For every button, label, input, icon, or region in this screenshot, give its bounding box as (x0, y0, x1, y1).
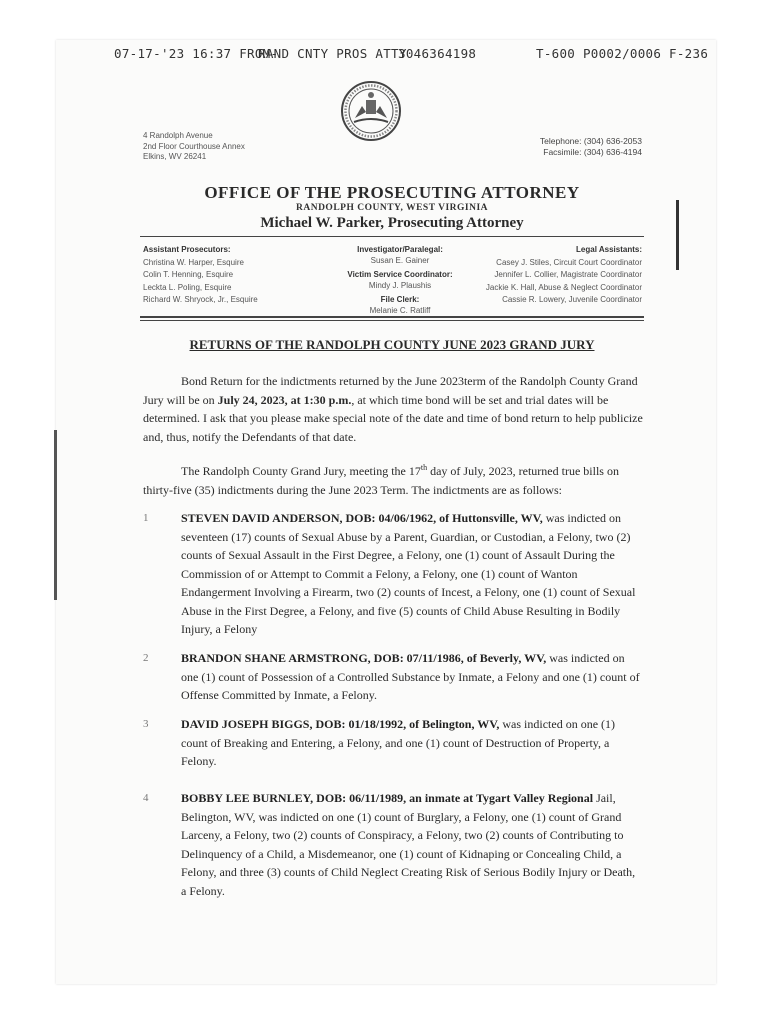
indictment-item: 2 BRANDON SHANE ARMSTRONG, DOB: 07/11/1986, of Beverly, WV, was indicted on one (1) count of Possession of a Controlled Substance by Inmate, a Felony and one (1) count of Offense Committed by Inmate, a Felony. (143, 651, 640, 702)
item-number: 4 (143, 792, 149, 804)
legal-assistants: Legal Assistants: Casey J. Stiles, Circuit Court Coordinator Jennifer L. Collier, Magistrate Coordinator Jackie K. Hall, Abuse & Neglect Coordinator Cassie R. Lowery, Juvenile Coordinator (485, 245, 642, 304)
staff-center-column: Investigator/Paralegal: Susan E. Gainer Victim Service Coordinator: Mindy J. Plaushis File Clerk: Melanie C. Ratliff (347, 245, 453, 315)
item-number: 1 (143, 512, 149, 524)
telephone: Telephone: (304) 636-2053 (539, 136, 642, 146)
prosecuting-attorney-name: Michael W. Parker, Prosecuting Attorney (260, 215, 524, 231)
divider (140, 320, 644, 321)
indictment-item: 3 DAVID JOSEPH BIGGS, DOB: 01/18/1992, of Belington, WV, was indicted on one (1) count of Breaking and Entering, a Felony, and one (1) count of Destruction of Property, a Felony. (143, 717, 616, 768)
indictment-item: 1 STEVEN DAVID ANDERSON, DOB: 04/06/1962, of Huttonsville, WV, was indicted on seventeen (17) counts of Sexual Abuse by a Parent, Guardian, or Custodian, a Felony, two (2) counts of Sexual Assault in the First Degree, a Felony, one (1) count of Assault During the Commission of or Attempt to Commit a Felony, a Felony, one (1) count of Wanton Endangerment Involving a Firearm, two (2) counts of Incest, a Felony, one (1) count of Sexual Abuse in the First Degree, a Felony, and five (5) counts of Child Abuse Resulting in Bodily Injury, a Felony (143, 511, 636, 636)
fax-header-sender: RAND CNTY PROS ATTY (258, 46, 407, 61)
fax-header-number: 3046364198 (398, 46, 477, 61)
item-number: 3 (143, 718, 149, 730)
state-seal-icon (340, 80, 402, 142)
grand-jury-paragraph: The Randolph County Grand Jury, meeting the 17th day of July, 2023, returned true bills on thirty-five (35) indictments during the June 2023 Term. The indictments are as follows: (143, 463, 619, 497)
fax-header-time: 07-17-'23 16:37 FROM- (114, 46, 279, 61)
assistant-prosecutors: Assistant Prosecutors: Christina W. Harper, Esquire Colin T. Henning, Esquire Leckta L. Poling, Esquire Richard W. Shryock, Jr., Esquire (143, 245, 258, 304)
scan-edge-mark (676, 200, 679, 270)
divider (140, 236, 644, 237)
indictment-item: 4 BOBBY LEE BURNLEY, DOB: 06/11/1989, an inmate at Tygart Valley Regional Jail, Belington, WV, was indicted on one (1) count of Burglary, a Felony, one (1) count of Grand Larceny, a Felony, two (2) counts of Conspiracy, a Felony, two (2) counts of Contributing to Delinquency of a Child, a Misdemeanor, one (1) count of Kidnaping or Concealing Child, a Felony, and three (3) counts of Child Neglect Creating Risk of Serious Bodily Injury or Death, a Felony. (143, 791, 636, 898)
facsimile: Facsimile: (304) 636-4194 (543, 147, 642, 157)
county-subtitle: RANDOLPH COUNTY, WEST VIRGINIA (295, 203, 489, 213)
fax-header-pages: T-600 P0002/0006 F-236 (536, 46, 709, 61)
office-address: 4 Randolph Avenue 2nd Floor Courthouse Annex Elkins, WV 26241 (143, 131, 245, 161)
bond-return-paragraph: Bond Return for the indictments returned by the June 2023term of the Randolph County Grand Jury will be on July 24, 2023, at 1:30 p.m., at which time bond will be set and trial dates will be determined. I ask that you please make special note of the date and time of bond return to help publicize and, thus, notify the Defendants of that date. (143, 374, 643, 444)
item-number: 2 (143, 652, 149, 664)
office-title: OFFICE OF THE PROSECUTING ATTORNEY (204, 183, 580, 202)
divider (140, 316, 644, 318)
office-contact (510, 136, 642, 158)
scan-edge-shadow (54, 430, 57, 600)
document-title: RETURNS OF THE RANDOLPH COUNTY JUNE 2023 GRAND JURY (189, 337, 595, 352)
